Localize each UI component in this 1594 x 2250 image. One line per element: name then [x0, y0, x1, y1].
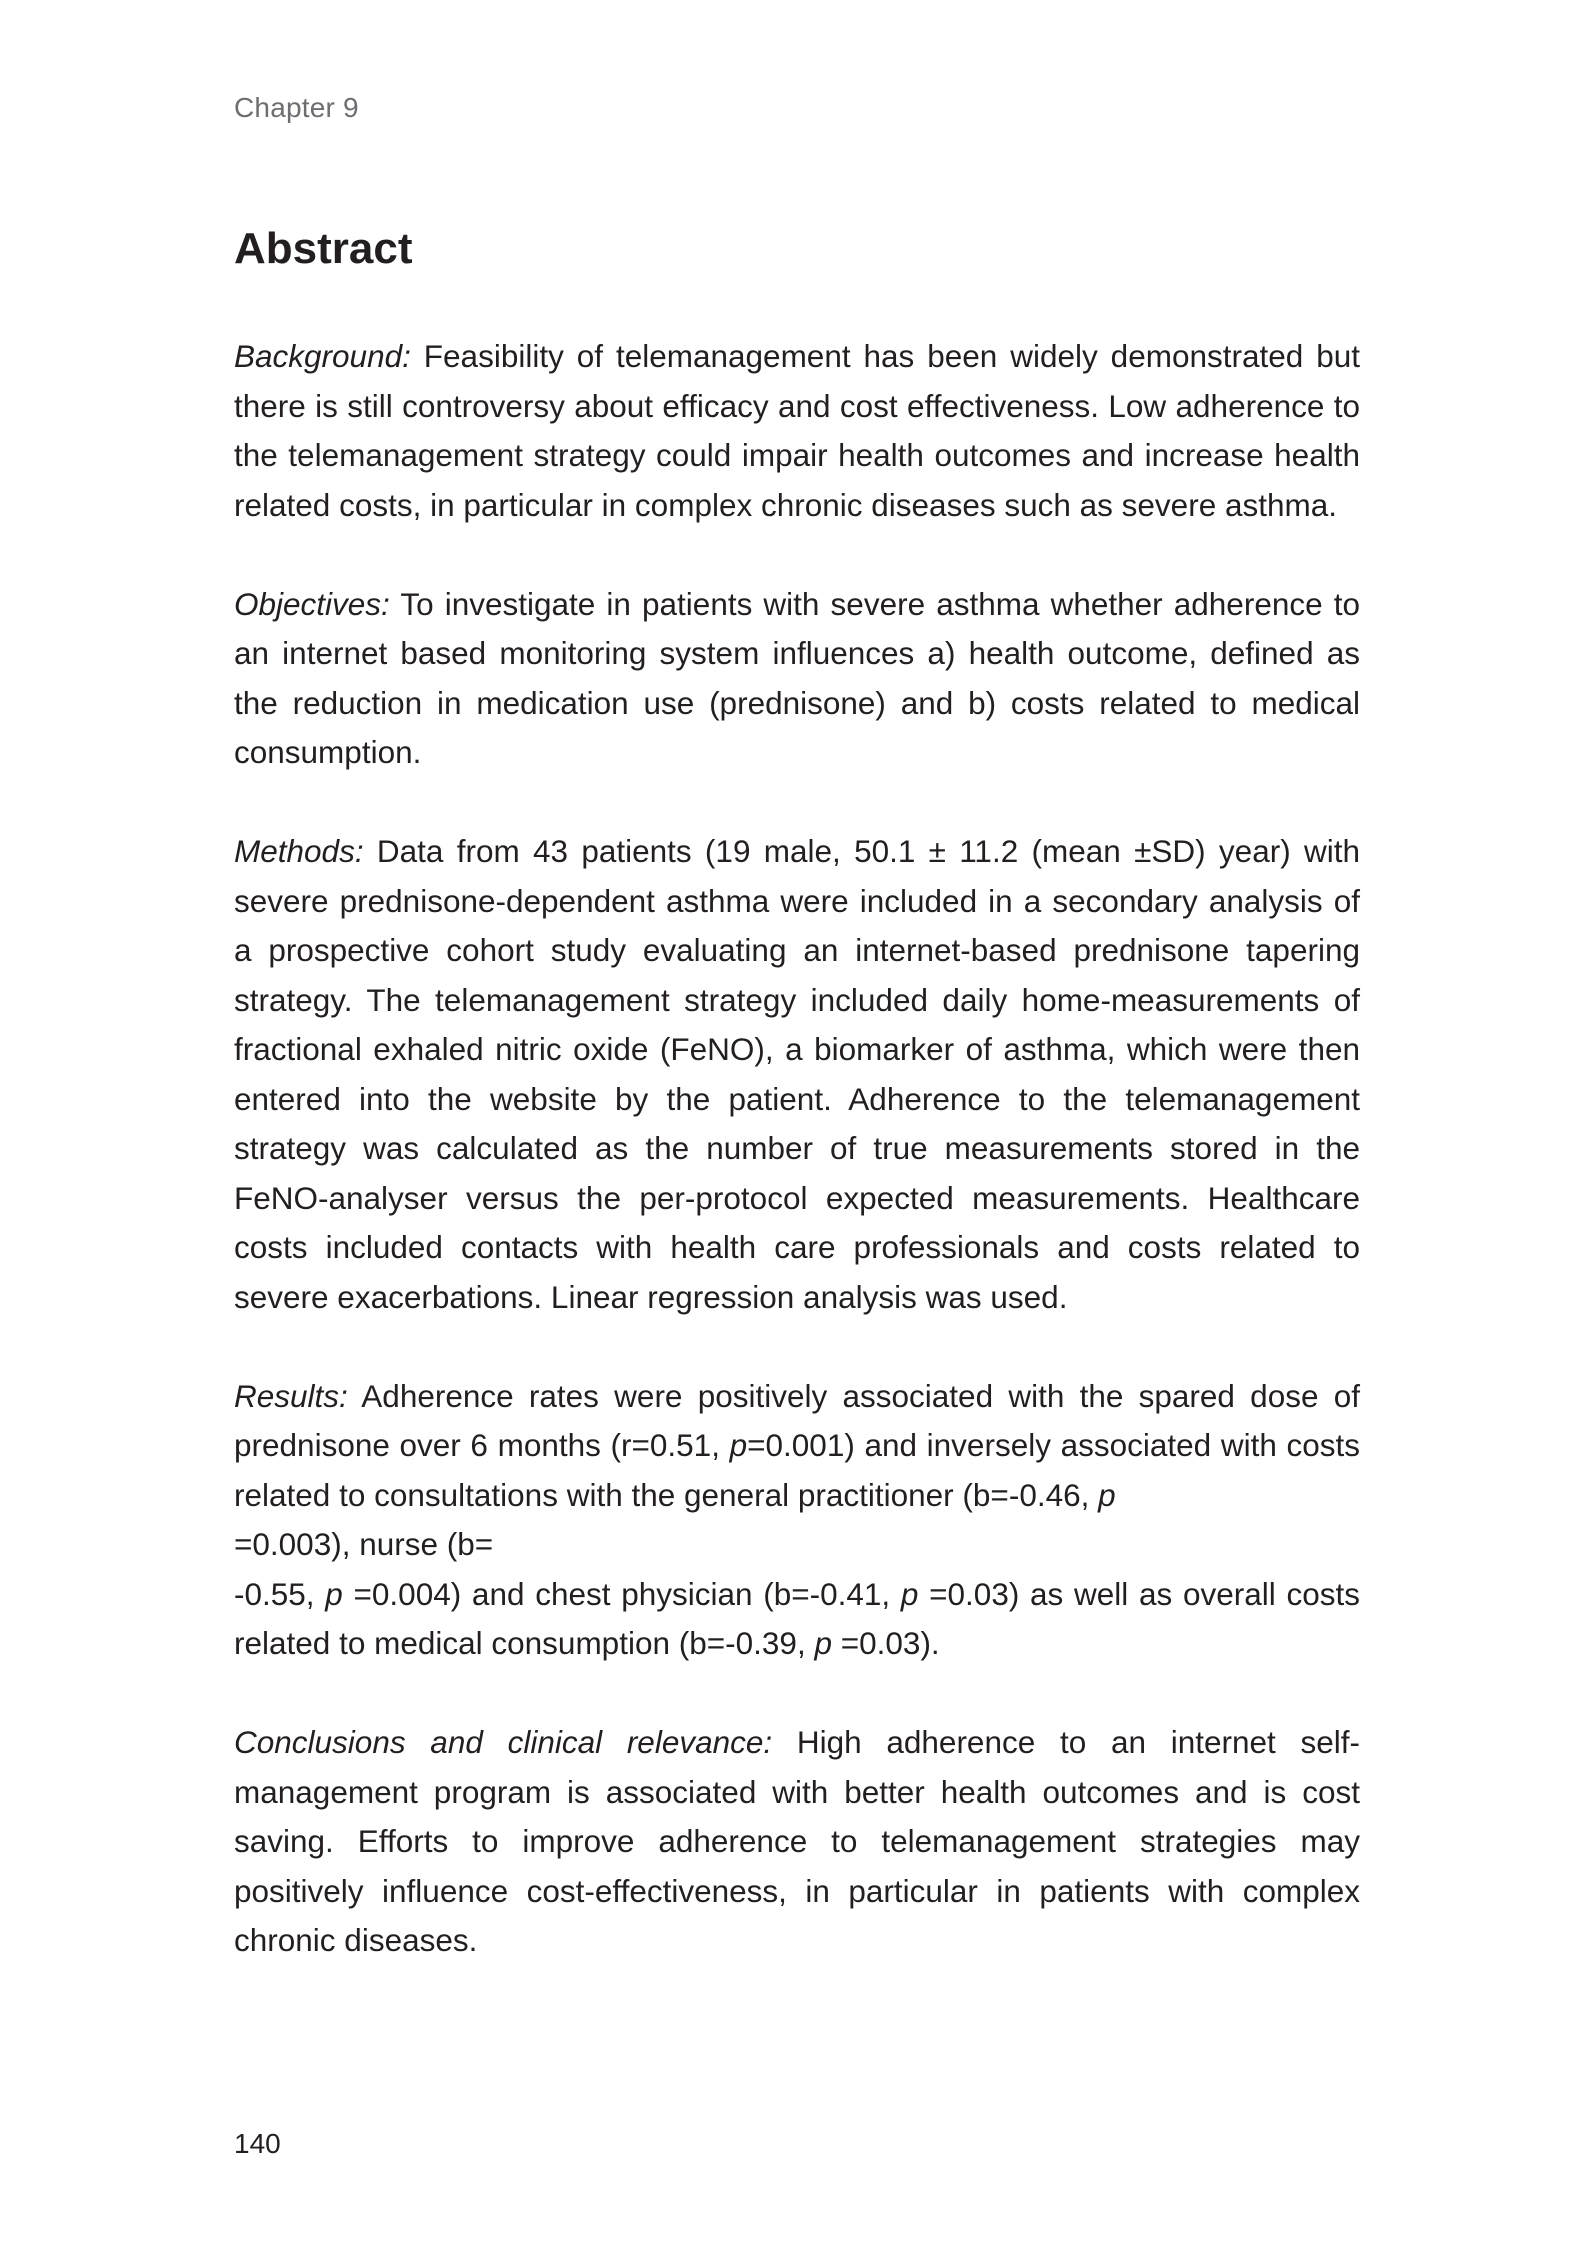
- methods-label: Methods:: [234, 833, 364, 869]
- methods-paragraph: [234, 827, 1360, 1322]
- results-text-4: -0.55,: [234, 1575, 326, 1612]
- objectives-paragraph: [234, 580, 1360, 778]
- objectives-text: To investigate in patients with severe asthma whether adherence to an internet based monitoring system influences a) health outcome, defined as the reduction in medication use (prednisone) and b) costs related to medical consumption.: [234, 585, 1360, 770]
- results-text-3: =0.003), nurse (b=: [234, 1526, 494, 1562]
- background-text: Feasibility of telemanagement has been widely demonstrated but there is still controversy about efficacy and cost effectiveness. Low adherence to the telemanagement strategy could impair health outcomes and increase health related costs, in particular in complex chronic diseases such as severe asthma.: [234, 338, 1360, 523]
- results-text-6: =0.03) as well as overall costs related to medical consumption (b=-0.39,: [234, 1575, 1360, 1661]
- results-paragraph: [234, 1372, 1360, 1669]
- results-text-5: =0.004) and chest physician (b=-0.41,: [342, 1575, 901, 1612]
- results-p-symbol: p: [325, 1575, 343, 1612]
- results-text-7: =0.03).: [831, 1625, 940, 1661]
- background-paragraph: [234, 332, 1360, 530]
- results-p-symbol: p: [729, 1427, 748, 1463]
- page-number: 140: [234, 2128, 281, 2159]
- abstract-body: [234, 332, 1360, 1966]
- objectives-label: Objectives:: [234, 585, 390, 622]
- results-text-2: =0.001) and inversely associated with costs related to consultations with the general practitioner (b=-0.46,: [234, 1427, 1360, 1513]
- results-label: Results:: [234, 1377, 348, 1414]
- results-p-symbol: p: [1098, 1476, 1116, 1513]
- page-title: Abstract: [234, 224, 413, 273]
- running-header: Chapter 9: [234, 92, 359, 123]
- conclusions-text: High adherence to an internet self-management program is associated with better health outcomes and is cost saving. Efforts to improve adherence to telemanagement strategies may positively influence cost-effectiveness, in particular in patients with complex chronic diseases.: [234, 1724, 1360, 1958]
- background-label: Background:: [234, 338, 411, 374]
- results-p-symbol: p: [900, 1575, 919, 1612]
- results-text-1: Adherence rates were positively associated with the spared dose of prednisone over 6 months (r=0.51,: [234, 1377, 1360, 1463]
- conclusions-paragraph: [234, 1718, 1360, 1966]
- conclusions-label: Conclusions and clinical relevance:: [234, 1724, 773, 1760]
- results-p-symbol: p: [814, 1625, 832, 1661]
- methods-text: Data from 43 patients (19 male, 50.1 ± 11.2 (mean ±SD) year) with severe prednisone-dependent asthma were included in a secondary analysis of a prospective cohort study evaluating an internet-based prednisone tapering strategy. The telemanagement strategy included daily home-measurements of fractional exhaled nitric oxide (FeNO), a biomarker of asthma, which were then entered into the website by the patient. Adherence to the telemanagement strategy was calculated as the number of true measurements stored in the FeNO-analyser versus the per-protocol expected measurements. Healthcare costs included contacts with health care professionals and costs related to severe exacerbations. Linear regression analysis was used.: [234, 833, 1360, 1315]
